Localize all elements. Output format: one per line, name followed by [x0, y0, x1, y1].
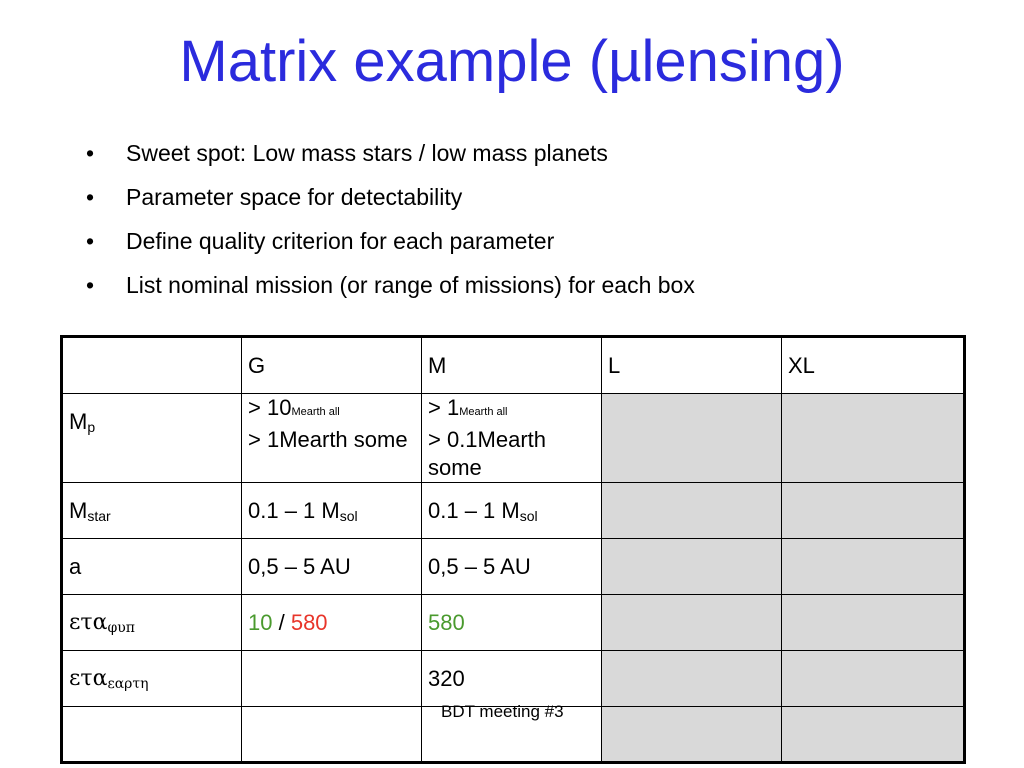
footer-meeting-label: BDT meeting #3	[441, 702, 564, 721]
cell-line	[248, 394, 415, 426]
subscript: Mearth all	[291, 406, 340, 418]
cell-empty-gray	[782, 707, 965, 763]
value-green: 10	[248, 610, 273, 635]
header-cell-m: M	[422, 337, 602, 394]
row-label-eta-earth	[62, 651, 242, 707]
slide-title: Matrix example (µlensing)	[179, 29, 845, 94]
cell-eta-earth-xl	[782, 651, 965, 707]
cell-mp-l	[602, 394, 782, 483]
bullet-item	[86, 134, 695, 178]
bullet-list	[86, 134, 695, 310]
cell-a-m: 0,5 – 5 AU	[422, 539, 602, 595]
cell-empty	[62, 707, 242, 763]
label-sub: p	[87, 419, 96, 435]
cell-eta-earth-m: 320	[422, 651, 602, 707]
value-red: 580	[290, 610, 328, 635]
bullet-dot-icon: •	[86, 228, 95, 254]
cell-mstar-xl	[782, 483, 965, 539]
cell-mp-g	[242, 394, 422, 483]
bullet-dot-icon: •	[86, 140, 95, 166]
cell-mp-m	[422, 394, 602, 483]
text: > 1	[428, 395, 460, 420]
cell-mstar-g	[242, 483, 422, 539]
text: 0.1 – 1 M	[248, 498, 340, 523]
label-main: M	[69, 409, 88, 434]
mission-matrix-table	[60, 335, 966, 764]
cell-a-l	[602, 539, 782, 595]
table-row-eta-fup	[62, 595, 965, 651]
cell-line: > 1Mearth some	[248, 427, 408, 452]
cell-line: > 0.1Mearth some	[428, 427, 547, 480]
separator: /	[272, 610, 291, 635]
table-row-eta-earth	[62, 651, 965, 707]
bullet-dot-icon: •	[86, 184, 95, 210]
text: 0.1 – 1 M	[428, 498, 520, 523]
table-row-mp	[62, 394, 965, 483]
cell-mp-xl	[782, 394, 965, 483]
cell-eta-fup-xl	[782, 595, 965, 651]
header-cell-empty	[62, 337, 242, 394]
label-main: ετα	[69, 610, 108, 635]
bullet-item	[86, 222, 695, 266]
bullet-text: Sweet spot: Low mass stars / low mass planets	[126, 140, 608, 166]
subscript: sol	[519, 508, 538, 524]
cell-eta-fup-m: 580	[422, 595, 602, 651]
bullet-text: List nominal mission (or range of missions) for each box	[126, 272, 695, 298]
label-main: M	[69, 498, 88, 523]
cell-empty	[242, 707, 422, 763]
label-sub: φυπ	[107, 620, 135, 636]
cell-a-g: 0,5 – 5 AU	[242, 539, 422, 595]
bullet-item	[86, 266, 695, 310]
text: > 10	[248, 395, 292, 420]
cell-eta-fup-g	[242, 595, 422, 651]
cell-empty-gray	[602, 707, 782, 763]
cell-mstar-m	[422, 483, 602, 539]
table-header-row	[62, 337, 965, 394]
label-sub: εαρτη	[107, 676, 149, 692]
cell-eta-fup-l	[602, 595, 782, 651]
subscript: Mearth all	[459, 406, 508, 418]
header-cell-l: L	[602, 337, 782, 394]
bullet-text: Define quality criterion for each parameter	[126, 228, 555, 254]
cell-a-xl	[782, 539, 965, 595]
subscript: sol	[339, 508, 358, 524]
table-row-mstar	[62, 483, 965, 539]
label-main: ετα	[69, 666, 108, 691]
row-label-eta-fup	[62, 595, 242, 651]
bullet-item	[86, 178, 695, 222]
row-label-mp	[62, 394, 242, 483]
bullet-dot-icon: •	[86, 272, 95, 298]
row-label-mstar	[62, 483, 242, 539]
header-cell-xl: XL	[782, 337, 965, 394]
header-cell-g: G	[242, 337, 422, 394]
cell-eta-earth-l	[602, 651, 782, 707]
table-row-a	[62, 539, 965, 595]
cell-mstar-l	[602, 483, 782, 539]
cell-eta-earth-g	[242, 651, 422, 707]
bullet-text: Parameter space for detectability	[126, 184, 463, 210]
cell-line	[428, 394, 595, 426]
row-label-a: a	[62, 539, 242, 595]
label-sub: star	[87, 508, 111, 524]
